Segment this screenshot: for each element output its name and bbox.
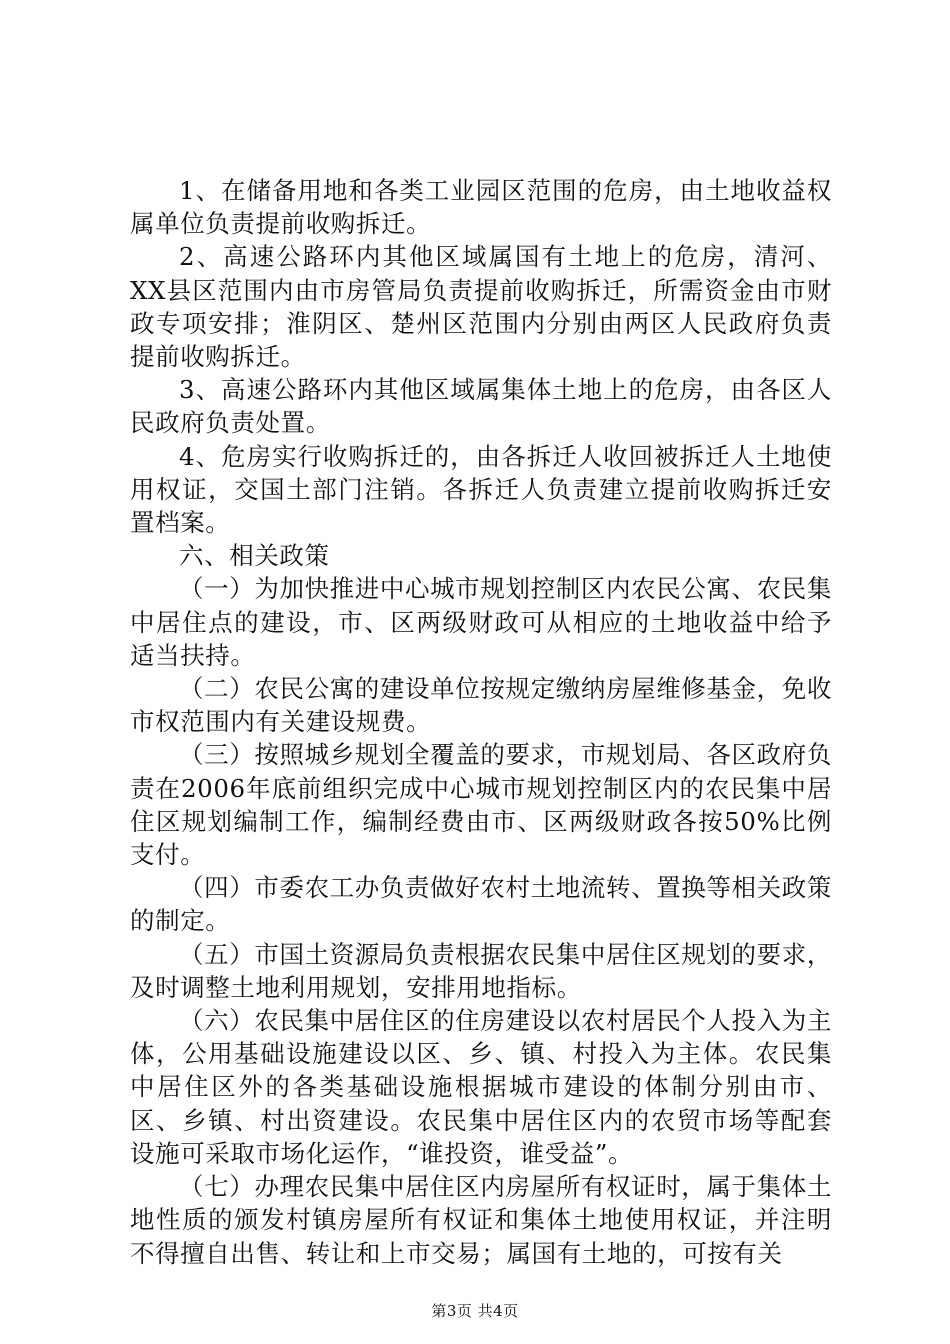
policy-item-7: （七）办理农民集中居住区内房屋所有权证时，属于集体土地性质的颁发村镇房屋所有权证和集体土地使用权证，并注明不得擅自出售、转让和上市交易；属国有土地的，可按有关 <box>130 1172 832 1268</box>
policy-item-4: （四）市委农工办负责做好农村土地流转、置换等相关政策的制定。 <box>130 873 832 936</box>
policy-item-5: （五）市国土资源局负责根据农民集中居住区规划的要求，及时调整土地利用规划，安排用地指标。 <box>130 939 832 1002</box>
policy-item-6: （六）农民集中居住区的住房建设以农村居民个人投入为主体，公用基础设施建设以区、乡、镇、村投入为主体。农民集中居住区外的各类基础设施根据城市建设的体制分别由市、区、乡镇、村出资建设。农民集中居住区内的农贸市场等配套设施可采取市场化运作，“谁投资，谁受益”。 <box>130 1006 832 1168</box>
paragraph-item-4: 4、危房实行收购拆迁的，由各拆迁人收回被拆迁人土地使用权证，交国土部门注销。各拆迁人负责建立提前收购拆迁安置档案。 <box>130 441 832 538</box>
paragraph-item-1: 1、在储备用地和各类工业园区范围的危房，由土地收益权属单位负责提前收购拆迁。 <box>130 176 832 239</box>
page-number-footer: 第3页 共4页 <box>431 1302 519 1320</box>
section-heading-policies: 六、相关政策 <box>179 541 330 571</box>
paragraph-item-3: 3、高速公路环内其他区域属集体土地上的危房，由各区人民政府负责处置。 <box>130 375 832 438</box>
policy-item-1: （一）为加快推进中心城市规划控制区内农民公寓、农民集中居住点的建设，市、区两级财政可从相应的土地收益中给予适当扶持。 <box>130 574 832 670</box>
document-body <box>130 174 832 1270</box>
policy-item-3: （三）按照城乡规划全覆盖的要求，市规划局、各区政府负责在2006年底前组织完成中心城市规划控制区内的农民集中居住区规划编制工作，编制经费由市、区两级财政各按50%比例支付。 <box>130 740 832 870</box>
paragraph-item-2: 2、高速公路环内其他区域属国有土地上的危房，清河、XX县区范围内由市房管局负责提前收购拆迁，所需资金由市财政专项安排；淮阴区、楚州区范围内分别由两区人民政府负责提前收购拆迁。 <box>130 242 832 372</box>
policy-item-2: （二）农民公寓的建设单位按规定缴纳房屋维修基金，免收市权范围内有关建设规费。 <box>130 674 832 737</box>
